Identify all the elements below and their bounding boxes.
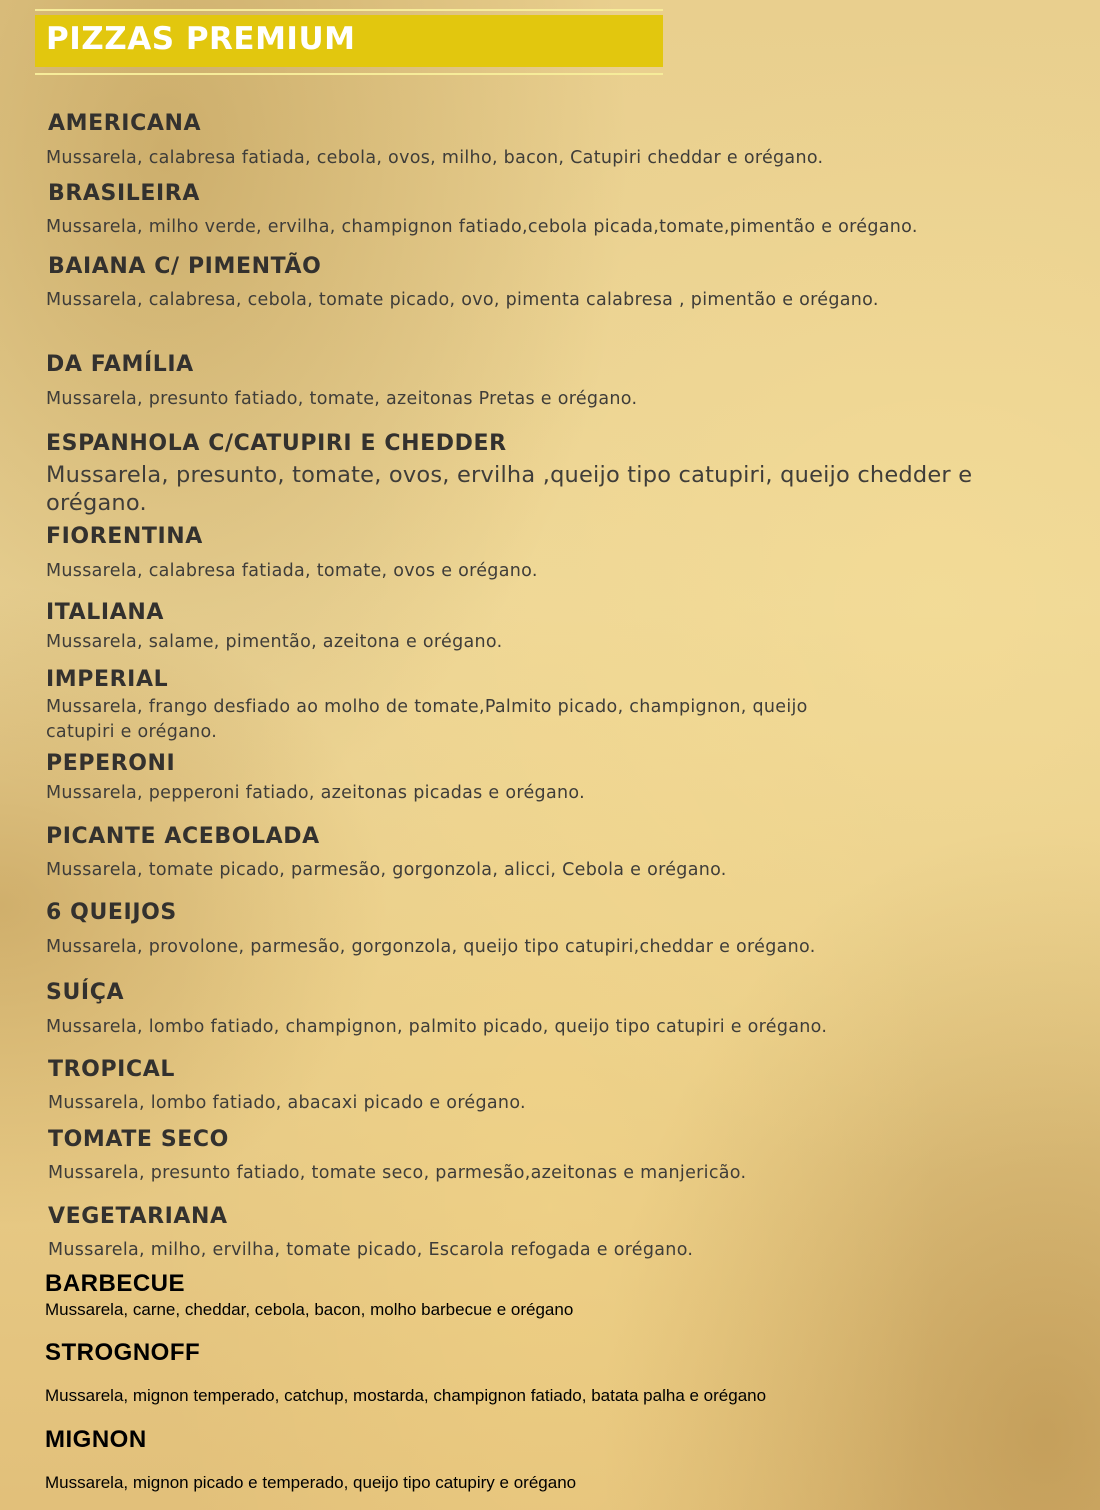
item-name-mignon: MIGNON [45, 1426, 147, 1453]
item-desc-tomate-seco: Mussarela, presunto fatiado, tomate seco, parmesão,azeitonas e manjericão. [48, 1163, 747, 1183]
item-desc-suica: Mussarela, lombo fatiado, champignon, palmito picado, queijo tipo catupiri e orégano. [46, 1017, 828, 1037]
item-name-brasileira: BRASILEIRA [48, 181, 200, 206]
menu-title: PIZZAS PREMIUM [46, 21, 356, 57]
item-name-tropical: TROPICAL [48, 1057, 175, 1082]
item-name-espanhola: ESPANHOLA C/CATUPIRI E CHEDDER [46, 431, 507, 456]
item-desc-espanhola: Mussarela, presunto, tomate, ovos, ervilha ,queijo tipo catupiri, queijo chedder e orégano. [46, 462, 973, 516]
item-name-baiana: BAIANA C/ PIMENTÃO [48, 254, 322, 279]
item-desc-vegetariana: Mussarela, milho, ervilha, tomate picado, Escarola refogada e orégano. [48, 1240, 694, 1260]
item-name-da-familia: DA FAMÍLIA [46, 352, 194, 377]
item-name-vegetariana: VEGETARIANA [48, 1204, 228, 1229]
item-desc-mignon: Mussarela, mignon picado e temperado, queijo tipo catupiry e orégano [45, 1473, 577, 1492]
item-desc-baiana: Mussarela, calabresa, cebola, tomate picado, ovo, pimenta calabresa , pimentão e orégano. [46, 290, 879, 310]
item-desc-strognoff: Mussarela, mignon temperado, catchup, mostarda, champignon fatiado, batata palha e orégano [45, 1386, 767, 1405]
item-name-6-queijos: 6 QUEIJOS [46, 900, 177, 925]
menu-header [35, 9, 663, 75]
item-name-barbecue: BARBECUE [45, 1270, 186, 1297]
item-desc-peperoni: Mussarela, pepperoni fatiado, azeitonas picadas e orégano. [46, 783, 585, 803]
item-name-imperial: IMPERIAL [46, 667, 169, 692]
item-desc-americana: Mussarela, calabresa fatiada, cebola, ovos, milho, bacon, Catupiri cheddar e orégano. [46, 148, 824, 168]
item-desc-6-queijos: Mussarela, provolone, parmesão, gorgonzola, queijo tipo catupiri,cheddar e orégano. [46, 937, 816, 957]
item-desc-picante-acebolada: Mussarela, tomate picado, parmesão, gorgonzola, alicci, Cebola e orégano. [46, 860, 727, 880]
item-name-tomate-seco: TOMATE SECO [48, 1127, 229, 1152]
item-desc-tropical: Mussarela, lombo fatiado, abacaxi picado e orégano. [48, 1093, 526, 1113]
item-desc-imperial: Mussarela, frango desfiado ao molho de tomate,Palmito picado, champignon, queijo catupiri e orégano. [46, 697, 808, 742]
item-name-americana: AMERICANA [48, 111, 202, 136]
item-desc-brasileira: Mussarela, milho verde, ervilha, champignon fatiado,cebola picada,tomate,pimentão e orégano. [46, 217, 918, 237]
item-name-strognoff: STROGNOFF [45, 1339, 201, 1366]
item-desc-barbecue: Mussarela, carne, cheddar, cebola, bacon, molho barbecue e orégano [45, 1300, 574, 1319]
item-name-fiorentina: FIORENTINA [46, 524, 203, 549]
item-desc-italiana: Mussarela, salame, pimentão, azeitona e orégano. [46, 632, 503, 652]
item-desc-da-familia: Mussarela, presunto fatiado, tomate, azeitonas Pretas e orégano. [46, 389, 638, 409]
item-name-suica: SUÍÇA [46, 980, 125, 1005]
item-name-picante-acebolada: PICANTE ACEBOLADA [46, 824, 320, 849]
item-name-italiana: ITALIANA [46, 600, 164, 625]
item-desc-fiorentina: Mussarela, calabresa fatiada, tomate, ovos e orégano. [46, 561, 538, 581]
item-name-peperoni: PEPERONI [46, 751, 176, 776]
